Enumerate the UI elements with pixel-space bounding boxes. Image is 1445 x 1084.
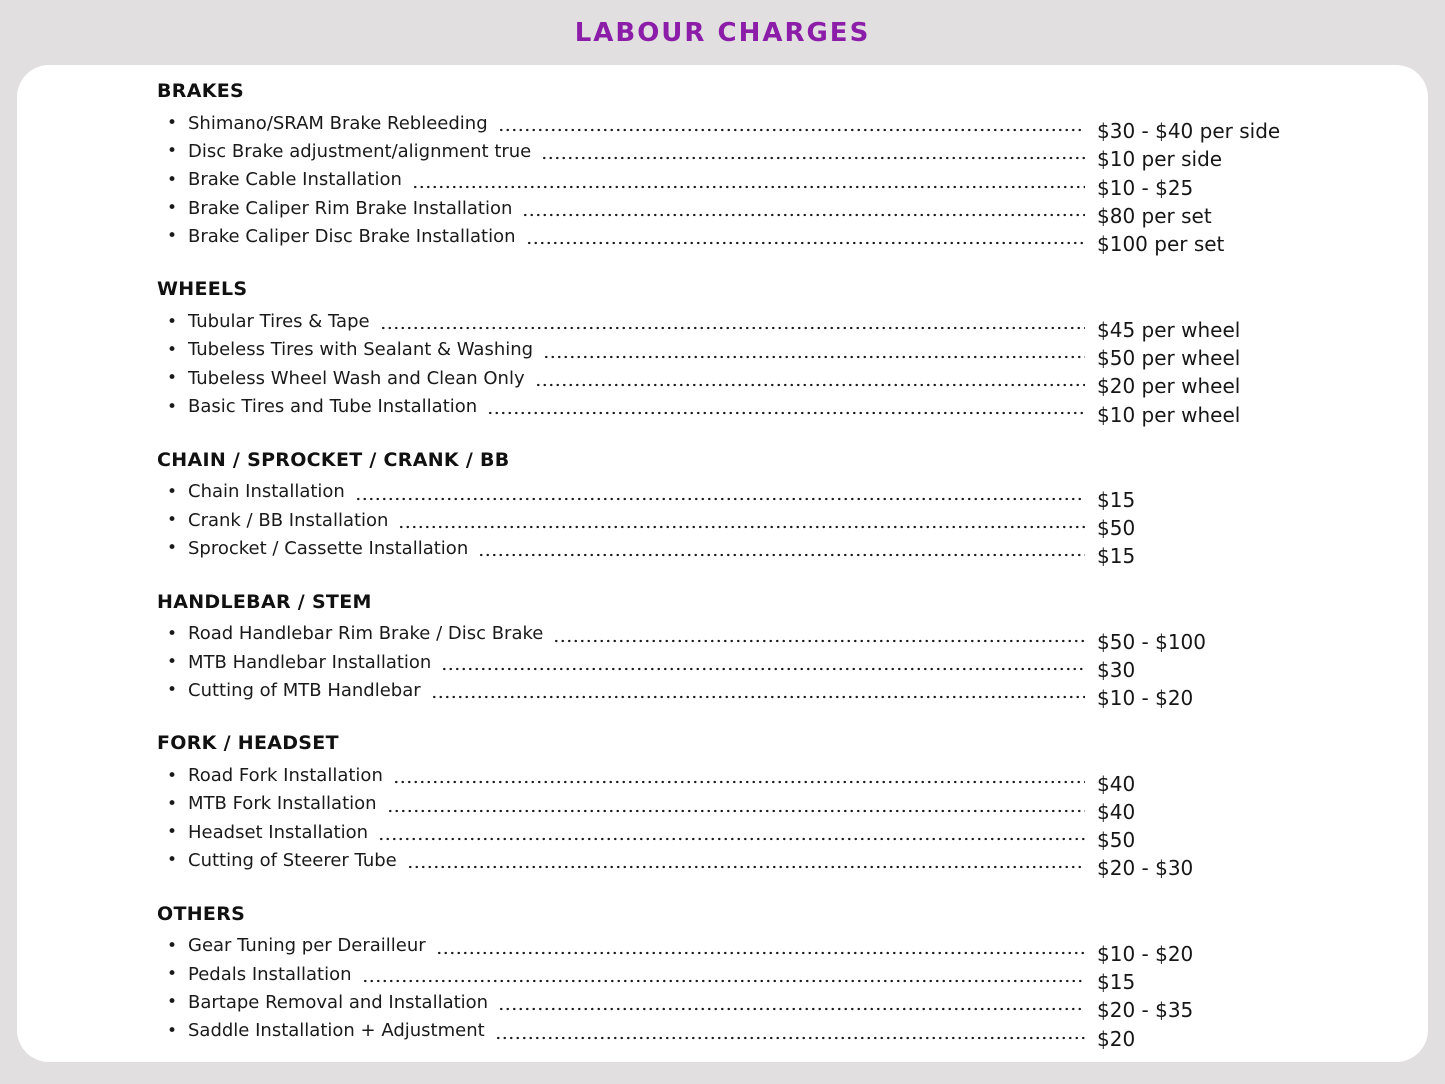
dotted-leader <box>436 932 1085 960</box>
sections-container <box>157 79 1368 1051</box>
price-list <box>157 478 1368 569</box>
bullet-icon: • <box>167 623 178 644</box>
bullet-icon: • <box>167 510 178 531</box>
service-label: Brake Caliper Disc Brake Installation <box>188 225 516 247</box>
service-price: $50 per wheel <box>1097 345 1241 370</box>
service-label: Disc Brake adjustment/alignment true <box>188 140 532 162</box>
bullet-icon: • <box>167 538 178 559</box>
service-price: $10 - $20 <box>1097 941 1194 966</box>
service-label: MTB Handlebar Installation <box>188 651 432 673</box>
service-label: Pedals Installation <box>188 963 352 985</box>
section-heading: WHEELS <box>157 278 248 301</box>
service-label: MTB Fork Installation <box>188 793 377 815</box>
dotted-leader <box>398 506 1085 534</box>
section-others <box>157 902 1368 1051</box>
service-price: $30 <box>1097 658 1136 682</box>
service-label: Sprocket / Cassette Installation <box>188 537 469 559</box>
price-list-item <box>157 478 1368 512</box>
service-label: Headset Installation <box>188 821 368 843</box>
service-price: $15 <box>1097 544 1136 569</box>
price-list-item <box>157 307 1368 342</box>
service-price: $10 - $20 <box>1097 686 1194 711</box>
bullet-icon: • <box>167 793 178 814</box>
dotted-leader <box>380 307 1085 335</box>
dotted-leader <box>553 620 1085 648</box>
bullet-icon: • <box>167 765 178 786</box>
section-heading: HANDLEBAR / STEM <box>157 590 372 613</box>
service-price: $40 <box>1097 799 1136 824</box>
section-chain-sprocket-crank-bb <box>157 448 1368 569</box>
dotted-leader <box>541 137 1085 165</box>
dotted-leader <box>478 534 1085 562</box>
service-label: Tubular Tires & Tape <box>188 311 370 333</box>
bullet-icon: • <box>167 822 178 843</box>
section-fork-headset <box>157 731 1368 881</box>
dotted-leader <box>487 392 1085 420</box>
dotted-leader <box>412 166 1085 194</box>
section-brakes <box>157 79 1368 257</box>
price-list <box>157 620 1368 711</box>
service-label: Shimano/SRAM Brake Rebleeding <box>188 112 488 134</box>
bullet-icon: • <box>167 169 178 190</box>
service-price: $10 - $25 <box>1097 175 1194 200</box>
bullet-icon: • <box>167 680 178 701</box>
service-label: Tubeless Wheel Wash and Clean Only <box>188 367 525 389</box>
service-label: Brake Cable Installation <box>188 169 402 191</box>
service-label: Crank / BB Installation <box>188 509 389 531</box>
bullet-icon: • <box>167 935 178 956</box>
service-price: $30 - $40 per side <box>1097 119 1281 144</box>
price-list <box>157 932 1368 1051</box>
section-heading: CHAIN / SPROCKET / CRANK / BB <box>157 448 510 471</box>
service-price: $50 <box>1097 828 1136 853</box>
price-list-item <box>157 932 1368 966</box>
dotted-leader <box>495 1017 1085 1045</box>
bullet-icon: • <box>167 481 178 502</box>
header-band <box>0 0 1445 65</box>
section-handlebar-stem <box>157 590 1368 711</box>
section-wheels <box>157 277 1368 427</box>
bullet-icon: • <box>167 113 178 134</box>
bullet-icon: • <box>167 992 178 1013</box>
service-price: $10 per wheel <box>1097 402 1241 427</box>
service-label: Brake Caliper Rim Brake Installation <box>188 197 513 219</box>
price-list <box>157 307 1368 427</box>
price-list-item <box>157 620 1368 654</box>
bullet-icon: • <box>167 964 178 985</box>
page-title: LABOUR CHARGES <box>574 17 871 48</box>
section-heading: BRAKES <box>157 80 245 102</box>
dotted-leader <box>362 960 1085 988</box>
service-price: $10 per side <box>1097 147 1223 172</box>
dotted-leader <box>431 676 1085 704</box>
service-price: $50 <box>1097 516 1136 541</box>
dotted-leader <box>498 109 1085 137</box>
service-label: Tubeless Tires with Sealant & Washing <box>188 339 534 361</box>
bullet-icon: • <box>167 850 178 871</box>
bullet-icon: • <box>167 368 178 389</box>
service-label: Basic Tires and Tube Installation <box>188 396 478 418</box>
service-label: Road Fork Installation <box>188 765 383 787</box>
service-price: $15 <box>1097 970 1136 995</box>
service-price: $40 <box>1097 771 1136 796</box>
dotted-leader <box>535 364 1085 392</box>
dotted-leader <box>526 222 1086 250</box>
service-price: $20 - $30 <box>1097 856 1194 881</box>
service-price: $45 per wheel <box>1097 317 1241 342</box>
service-label: Cutting of MTB Handlebar <box>188 679 421 701</box>
service-price: $80 per set <box>1097 204 1212 229</box>
dotted-leader <box>543 336 1085 364</box>
service-price: $50 - $100 <box>1097 629 1207 654</box>
service-label: Bartape Removal and Installation <box>188 991 489 1013</box>
section-heading: FORK / HEADSET <box>157 732 339 755</box>
dotted-leader <box>407 846 1085 874</box>
dotted-leader <box>522 194 1085 222</box>
price-list-item <box>157 109 1368 144</box>
service-label: Cutting of Steerer Tube <box>188 849 397 871</box>
bullet-icon: • <box>167 1020 178 1041</box>
bullet-icon: • <box>167 339 178 360</box>
bullet-icon: • <box>167 396 178 417</box>
price-card <box>17 65 1428 1062</box>
service-label: Chain Installation <box>188 481 345 503</box>
service-label: Road Handlebar Rim Brake / Disc Brake <box>188 623 544 645</box>
service-price: $15 <box>1097 487 1136 512</box>
service-label: Saddle Installation + Adjustment <box>188 1020 485 1042</box>
dotted-leader <box>498 988 1085 1016</box>
bullet-icon: • <box>167 198 178 219</box>
service-price: $20 <box>1097 1026 1136 1051</box>
service-price: $20 - $35 <box>1097 998 1194 1023</box>
bullet-icon: • <box>167 652 178 672</box>
service-price: $20 per wheel <box>1097 374 1241 399</box>
section-heading: OTHERS <box>157 902 246 925</box>
service-label: Gear Tuning per Derailleur <box>188 935 426 957</box>
dotted-leader <box>393 761 1085 789</box>
dotted-leader <box>441 648 1085 676</box>
dotted-leader <box>387 790 1085 818</box>
price-list-item <box>157 761 1368 796</box>
bullet-icon: • <box>167 226 178 247</box>
price-list <box>157 109 1368 257</box>
dotted-leader <box>378 818 1085 846</box>
bullet-icon: • <box>167 141 178 162</box>
dotted-leader <box>355 478 1085 506</box>
service-price: $100 per set <box>1097 232 1225 257</box>
price-list <box>157 761 1368 881</box>
bullet-icon: • <box>167 311 178 332</box>
